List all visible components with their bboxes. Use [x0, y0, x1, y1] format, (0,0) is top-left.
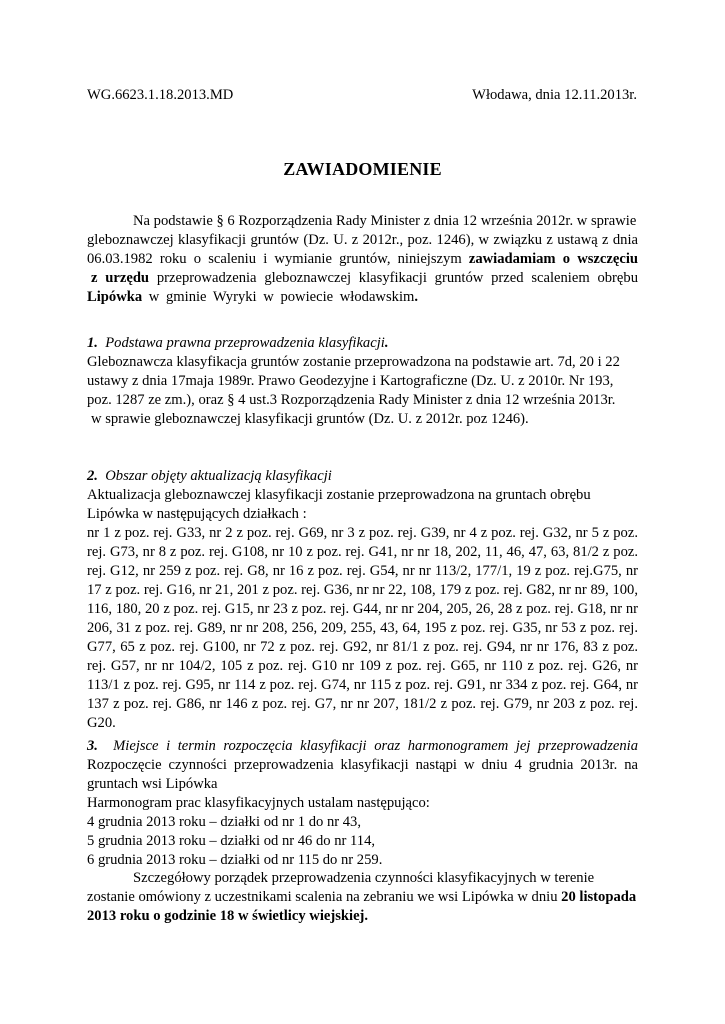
section-schedule	[87, 737, 638, 870]
place-and-date: Włodawa, dnia 12.11.2013r.	[472, 87, 637, 103]
closing-text: zostanie omówiony z uczestnikami scalenia na zebraniu we wsi Lipówka w dniu	[87, 889, 562, 905]
meeting-details: 2013 roku o godzinie 18 w świetlicy wiejskiej.	[87, 908, 369, 924]
closing-line	[87, 888, 638, 907]
section-legal-basis	[87, 334, 638, 429]
closing-paragraph	[87, 869, 638, 926]
section-line: Rozpoczęcie czynności przeprowadzenia klasyfikacji nastąpi w dniu 4 grudnia 2013r. na	[87, 757, 638, 773]
intro-emphasis: z urzędu	[91, 270, 150, 286]
section-line: poz. 1287 ze zm.), oraz § 4 ust.3 Rozporządzenia Rady Minister z dnia 12 września 2013r.	[87, 392, 616, 408]
section-heading-text: Obszar objęty aktualizacją klasyfikacji	[105, 468, 332, 484]
reference-number: WG.6623.1.18.2013.MD	[87, 87, 234, 103]
intro-emphasis: zawiadamiam o wszczęciu	[468, 251, 638, 267]
parcel-line: 137 z poz. rej. G86, nr 146 z poz. rej. G7, nr nr 207, 181/2 z poz. rej. G79, nr 203 z poz. rej.	[87, 696, 638, 712]
village-name: Lipówka	[87, 289, 143, 305]
document-title: ZAWIADOMIENIE	[283, 159, 442, 179]
section-heading-text: Podstawa prawna przeprowadzenia klasyfikacji	[105, 335, 385, 351]
intro-line	[87, 269, 638, 288]
intro-paragraph	[87, 212, 638, 307]
parcel-line: 116, 180, 20 z poz. rej. G15, nr 23 z poz. rej. G44, nr nr 204, 205, 26, 28 z poz. rej. G18, nr nr	[87, 601, 638, 617]
section-heading	[87, 467, 638, 486]
parcel-line: G77, 65 z poz. rej. G100, nr 72 z poz. rej. G92, nr 81/1 z poz. rej. G94, nr nr 176, 83 z poz.	[87, 639, 638, 655]
section-area	[87, 467, 638, 733]
parcel-line: 206, 31 z poz. rej. G89, nr nr 208, 256, 209, 255, 43, 64, 195 z poz. rej. G35, nr 53 z poz. rej.	[87, 620, 638, 636]
intro-text: 06.03.1982 roku o scaleniu i wymianie gruntów, niniejszym	[87, 251, 469, 267]
parcel-line: rej. G57, nr nr 104/2, 105 z poz. rej. G10 nr 109 z poz. rej. G65, nr 110 z poz. rej. G26, nr	[87, 658, 638, 674]
section-heading	[87, 334, 638, 353]
schedule-item: 4 grudnia 2013 roku – działki od nr 1 do nr 43,	[87, 814, 361, 830]
intro-dot: .	[414, 289, 419, 305]
parcel-line: G20.	[87, 715, 116, 731]
schedule-item: 6 grudnia 2013 roku – działki od nr 115 do nr 259.	[87, 852, 383, 868]
parcel-line: 113/1 z poz. rej. G95, nr 114 z poz. rej. G74, nr 115 z poz. rej. G91, nr 334 z poz. rej. G64, nr	[87, 677, 638, 693]
intro-line	[87, 250, 638, 269]
section-heading	[87, 737, 638, 756]
section-heading-dot: .	[384, 335, 389, 351]
intro-line: Na podstawie § 6 Rozporządzenia Rady Minister z dnia 12 września 2012r. w sprawie	[133, 213, 637, 229]
section-number: 3.	[87, 738, 98, 754]
section-line: Lipówka w następujących działkach :	[87, 506, 307, 522]
intro-line	[87, 288, 638, 307]
intro-line: gleboznawczej klasyfikacji gruntów (Dz. U. z 2012r., poz. 1246), w związku z ustawą z dnia	[87, 232, 638, 248]
intro-text: przeprowadzenia gleboznawczej klasyfikacji gruntów przed scaleniem obrębu	[149, 270, 638, 286]
section-line: Harmonogram prac klasyfikacyjnych ustalam następująco:	[87, 795, 430, 811]
schedule-item: 5 grudnia 2013 roku – działki od nr 46 do nr 114,	[87, 833, 376, 849]
closing-line: Szczegółowy porządek przeprowadzenia czynności klasyfikacyjnych w terenie	[133, 870, 595, 886]
section-number: 2.	[87, 468, 98, 484]
parcel-line: rej. G12, nr 259 z poz. rej. G8, nr 16 z poz. rej. G54, nr nr 113/2, 177/1, 19 z poz. rej.G75, nr	[87, 563, 638, 579]
parcel-line: rej. G73, nr 8 z poz. rej. G108, nr 10 z poz. rej. G41, nr nr 18, 202, 11, 46, 47, 63, 81/2 z poz.	[87, 544, 638, 560]
section-line: Aktualizacja gleboznawczej klasyfikacji zostanie przeprowadzona na gruntach obrębu	[87, 487, 591, 503]
section-line: ustawy z dnia 17maja 1989r. Prawo Geodezyjne i Kartograficzne (Dz. U. z 2010r. Nr 193,	[87, 373, 614, 389]
section-number: 1.	[87, 335, 98, 351]
section-line: w sprawie gleboznawczej klasyfikacji gruntów (Dz. U. z 2012r. poz 1246).	[91, 411, 529, 427]
section-heading-text: Miejsce i termin rozpoczęcia klasyfikacji oraz harmonogramem jej przeprowadzenia	[113, 738, 639, 754]
section-line: Gleboznawcza klasyfikacja gruntów zostanie przeprowadzona na podstawie art. 7d, 20 i 22	[87, 354, 620, 370]
intro-text: w gminie Wyryki w powiecie włodawskim	[142, 289, 415, 305]
parcel-line: 17 z poz. rej. G16, nr 21, 201 z poz. rej. G36, nr nr 22, 108, 179 z poz. rej. G82, nr nr 89, 100,	[87, 582, 638, 598]
parcel-line: nr 1 z poz. rej. G33, nr 2 z poz. rej. G69, nr 3 z poz. rej. G39, nr 4 z poz. rej. G32, nr 5 z poz.	[87, 525, 638, 541]
meeting-date: 20 listopada	[561, 889, 637, 905]
section-line: gruntach wsi Lipówka	[87, 776, 218, 792]
